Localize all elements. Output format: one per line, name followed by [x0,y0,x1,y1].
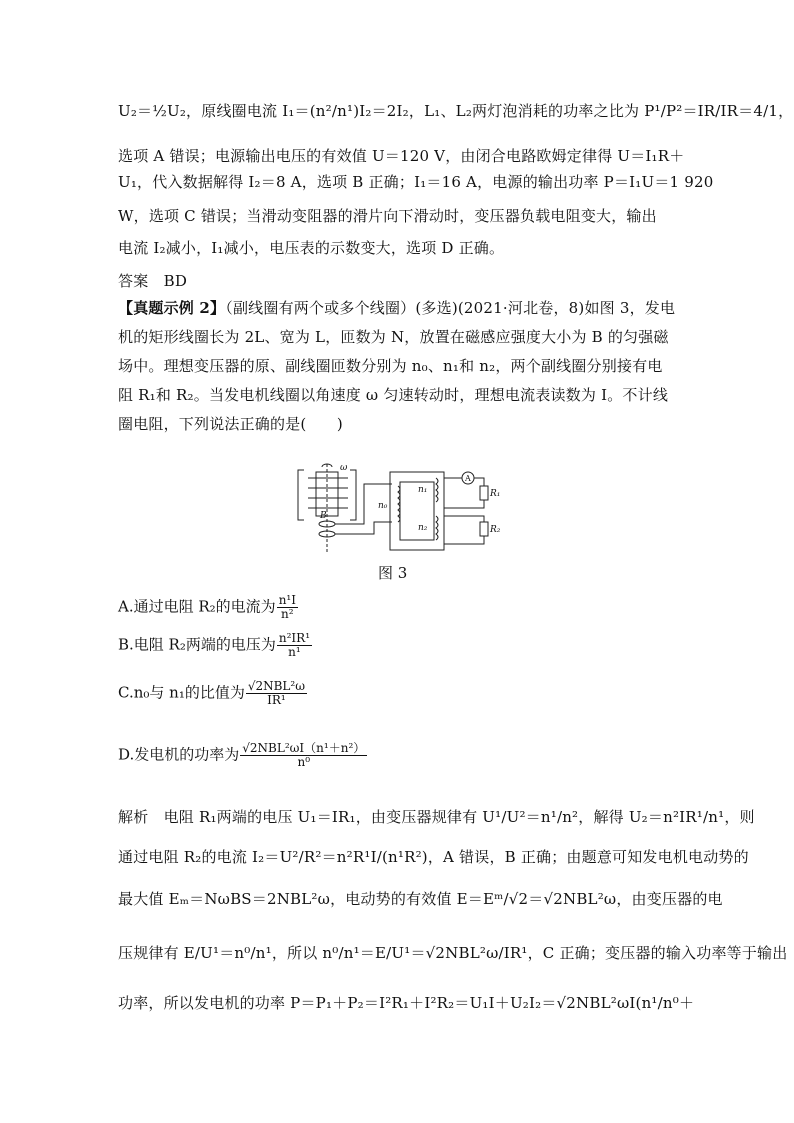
option-d-text: D.发电机的功率为 [118,745,240,764]
n0-label: n₀ [378,501,388,511]
analysis-line-4: 压规律有 E/U¹＝n⁰/n¹，所以 n⁰/n¹＝E/U¹＝√2NBL²ω/IR¹，C 正确；变压器的输入功率等于输出 [118,944,788,962]
example-line-5: 圈电阻，下列说法正确的是( ) [118,415,343,433]
transformer-core-inner [400,482,434,540]
option-b-numerator: n²IR¹ [278,631,310,645]
solution-line-5: 电流 I₂减小，I₁减小，电压表的示数变大，选项 D 正确。 [118,239,505,257]
option-b-text: B.电阻 R₂两端的电压为 [118,635,276,654]
option-c [118,680,308,707]
analysis-line-2: 通过电阻 R₂的电流 I₂＝U²/R²＝n²R¹I/(n¹R²)，A 错误，B 正确；由题意可知发电机电动势的 [118,848,749,866]
figure-3-circuit [294,462,504,562]
option-c-numerator: √2NBL²ω [247,679,305,693]
option-a-fraction [277,594,298,621]
figure-caption: 图 3 [378,564,408,582]
magnet-pole-right [350,470,356,520]
option-d-denominator: n⁰ [297,755,311,769]
r2-label: R₂ [490,525,501,535]
secondary-coil-1 [436,478,438,502]
option-c-denominator: IR¹ [267,693,286,707]
option-d-numerator: √2NBL²ωI（n¹＋n²） [242,741,366,755]
example-line-3: 场中。理想变压器的原、副线圈匝数分别为 n₀、n₁和 n₂，两个副线圈分别接有电 [118,357,663,375]
option-a-numerator: n¹I [278,593,296,607]
magnet-pole-left [298,470,304,520]
solution-line-2: 选项 A 错误；电源输出电压的有效值 U＝120 V，由闭合电路欧姆定律得 U＝I₁R＋ [118,147,685,165]
option-a-denominator: n² [281,607,294,621]
example-title: 【真题示例 2】 [118,299,226,317]
option-b-denominator: n¹ [288,645,301,659]
example-line-2: 机的矩形线圈长为 2L、宽为 L，匝数为 N，放置在磁感应强度大小为 B 的匀强磁 [118,328,669,346]
analysis-line-1: 解析 电阻 R₁两端的电压 U₁＝IR₁，由变压器规律有 U¹/U²＝n¹/n²，解得 U₂＝n²IR¹/n¹，则 [118,808,755,826]
resistor-r1 [480,486,488,500]
option-b-fraction [277,632,312,659]
analysis-line-5: 功率，所以发电机的功率 P＝P₁＋P₂＝I²R₁＋I²R₂＝U₁I＋U₂I₂＝√2NBL²ωI(n¹/n⁰＋ [118,994,695,1012]
option-b [118,632,313,659]
option-c-text: C.n₀与 n₁的比值为 [118,683,245,702]
solution-line-3: U₁，代入数据解得 I₂＝8 A，选项 B 正确；I₁＝16 A，电源的输出功率 P＝I₁U＝1 920 [118,173,714,191]
answer-line: 答案 BD [118,272,188,290]
resistor-r2 [480,522,488,536]
n1-label: n₁ [418,485,428,495]
option-a [118,594,299,621]
circuit-diagram [294,462,504,562]
option-d [118,742,368,769]
omega-label: ω [340,463,348,473]
example-line-4: 阻 R₁和 R₂。当发电机线圈以角速度 ω 匀速转动时，理想电流表读数为 I。不计线 [118,386,669,404]
example-line-1 [118,297,678,319]
analysis-line-3: 最大值 Eₘ＝NωBS＝2NBL²ω，电动势的有效值 E＝Eᵐ/√2＝√2NBL²ω，由变压器的电 [118,890,723,908]
field-b-label: B [320,511,327,521]
option-d-fraction [240,742,367,769]
solution-line-1: U₂＝½U₂，原线圈电流 I₁＝(n²/n¹)I₂＝2I₂，L₁、L₂两灯泡消耗的功率之比为 P¹/P²＝IR/IR＝4/1， [118,102,794,120]
ammeter-label: A [465,474,471,483]
r1-label: R₁ [490,489,501,499]
example-tag: （副线圈有两个或多个线圈）(多选)(2021·河北卷，8)如图 3，发电 [225,299,676,317]
secondary-coil-2 [436,516,438,540]
option-a-text: A.通过电阻 R₂的电流为 [118,597,276,616]
solution-line-4: W，选项 C 错误；当滑动变阻器的滑片向下滑动时，变压器负载电阻变大，输出 [118,207,657,225]
option-c-fraction [246,680,307,707]
n2-label: n₂ [418,523,428,533]
